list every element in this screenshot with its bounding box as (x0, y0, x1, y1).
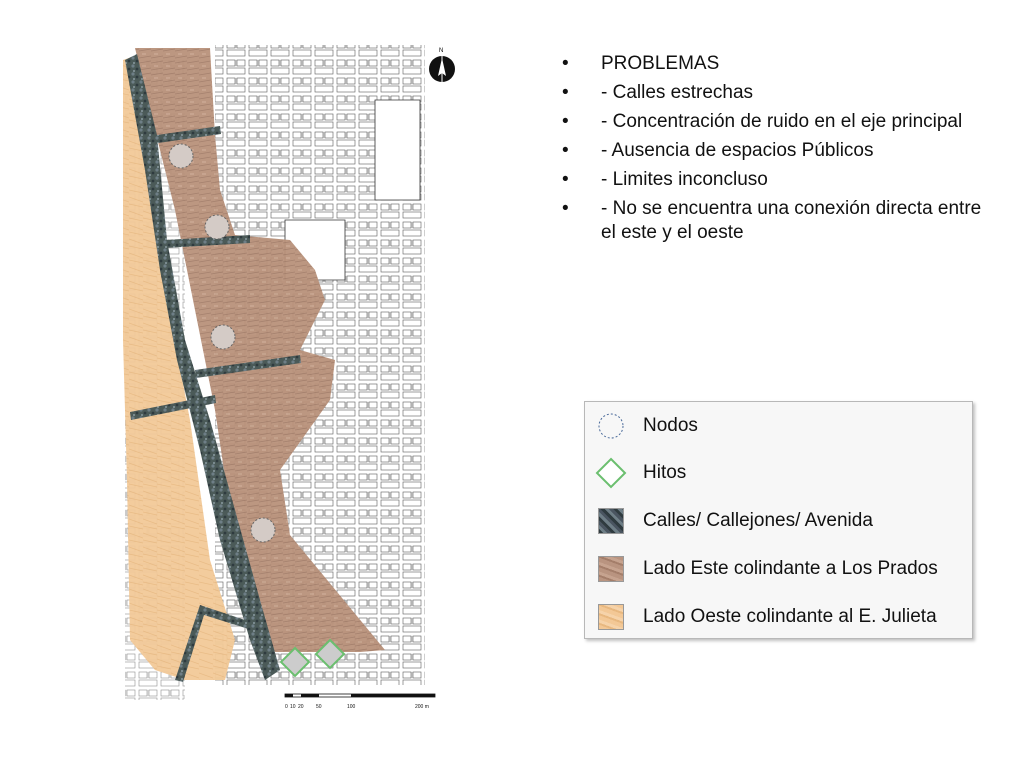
west-swatch-icon (598, 604, 624, 630)
scale-label: 50 (316, 704, 322, 710)
scale-label: 10 (290, 704, 296, 710)
problem-item: • - Ausencia de espacios Públicos (562, 139, 982, 163)
legend-label: Lado Oeste colindante al E. Julieta (643, 606, 937, 627)
north-arrow-icon (429, 56, 455, 82)
legend-row-calles (597, 506, 873, 536)
north-label: N (439, 48, 444, 54)
problem-item: • - Concentración de ruido en el eje principal (562, 110, 982, 134)
problems-heading: • PROBLEMAS (562, 52, 982, 76)
scale-label: 200 m (415, 704, 429, 710)
legend-row-nodos (597, 411, 698, 441)
scale-label: 20 (298, 704, 304, 710)
legend-label: Hitos (643, 462, 687, 483)
site-map (115, 40, 444, 720)
east-swatch-icon (598, 556, 624, 582)
node-3 (211, 325, 235, 349)
legend-label: Lado Este colindante a Los Prados (643, 558, 938, 579)
node-2 (205, 215, 229, 239)
legend-row-oeste (597, 602, 937, 632)
problem-item: • - Limites inconcluso (562, 168, 982, 192)
map-legend (584, 401, 973, 639)
legend-label: Calles/ Callejones/ Avenida (643, 510, 873, 531)
scale-label: 0 (285, 704, 288, 710)
hito-symbol-icon (597, 459, 625, 487)
node-4 (251, 518, 275, 542)
problem-item: • - No se encuentra una conexión directa entre el este y el oeste (562, 197, 982, 245)
legend-row-este (597, 554, 938, 584)
problem-item: • - Calles estrechas (562, 81, 982, 105)
node-1 (169, 144, 193, 168)
problems-list (562, 52, 982, 250)
scale-bar (285, 694, 435, 697)
street-swatch-icon (598, 508, 624, 534)
scale-label: 100 (347, 704, 356, 710)
node-symbol-icon (597, 412, 625, 440)
legend-row-hitos (597, 458, 686, 488)
legend-label: Nodos (643, 415, 698, 436)
